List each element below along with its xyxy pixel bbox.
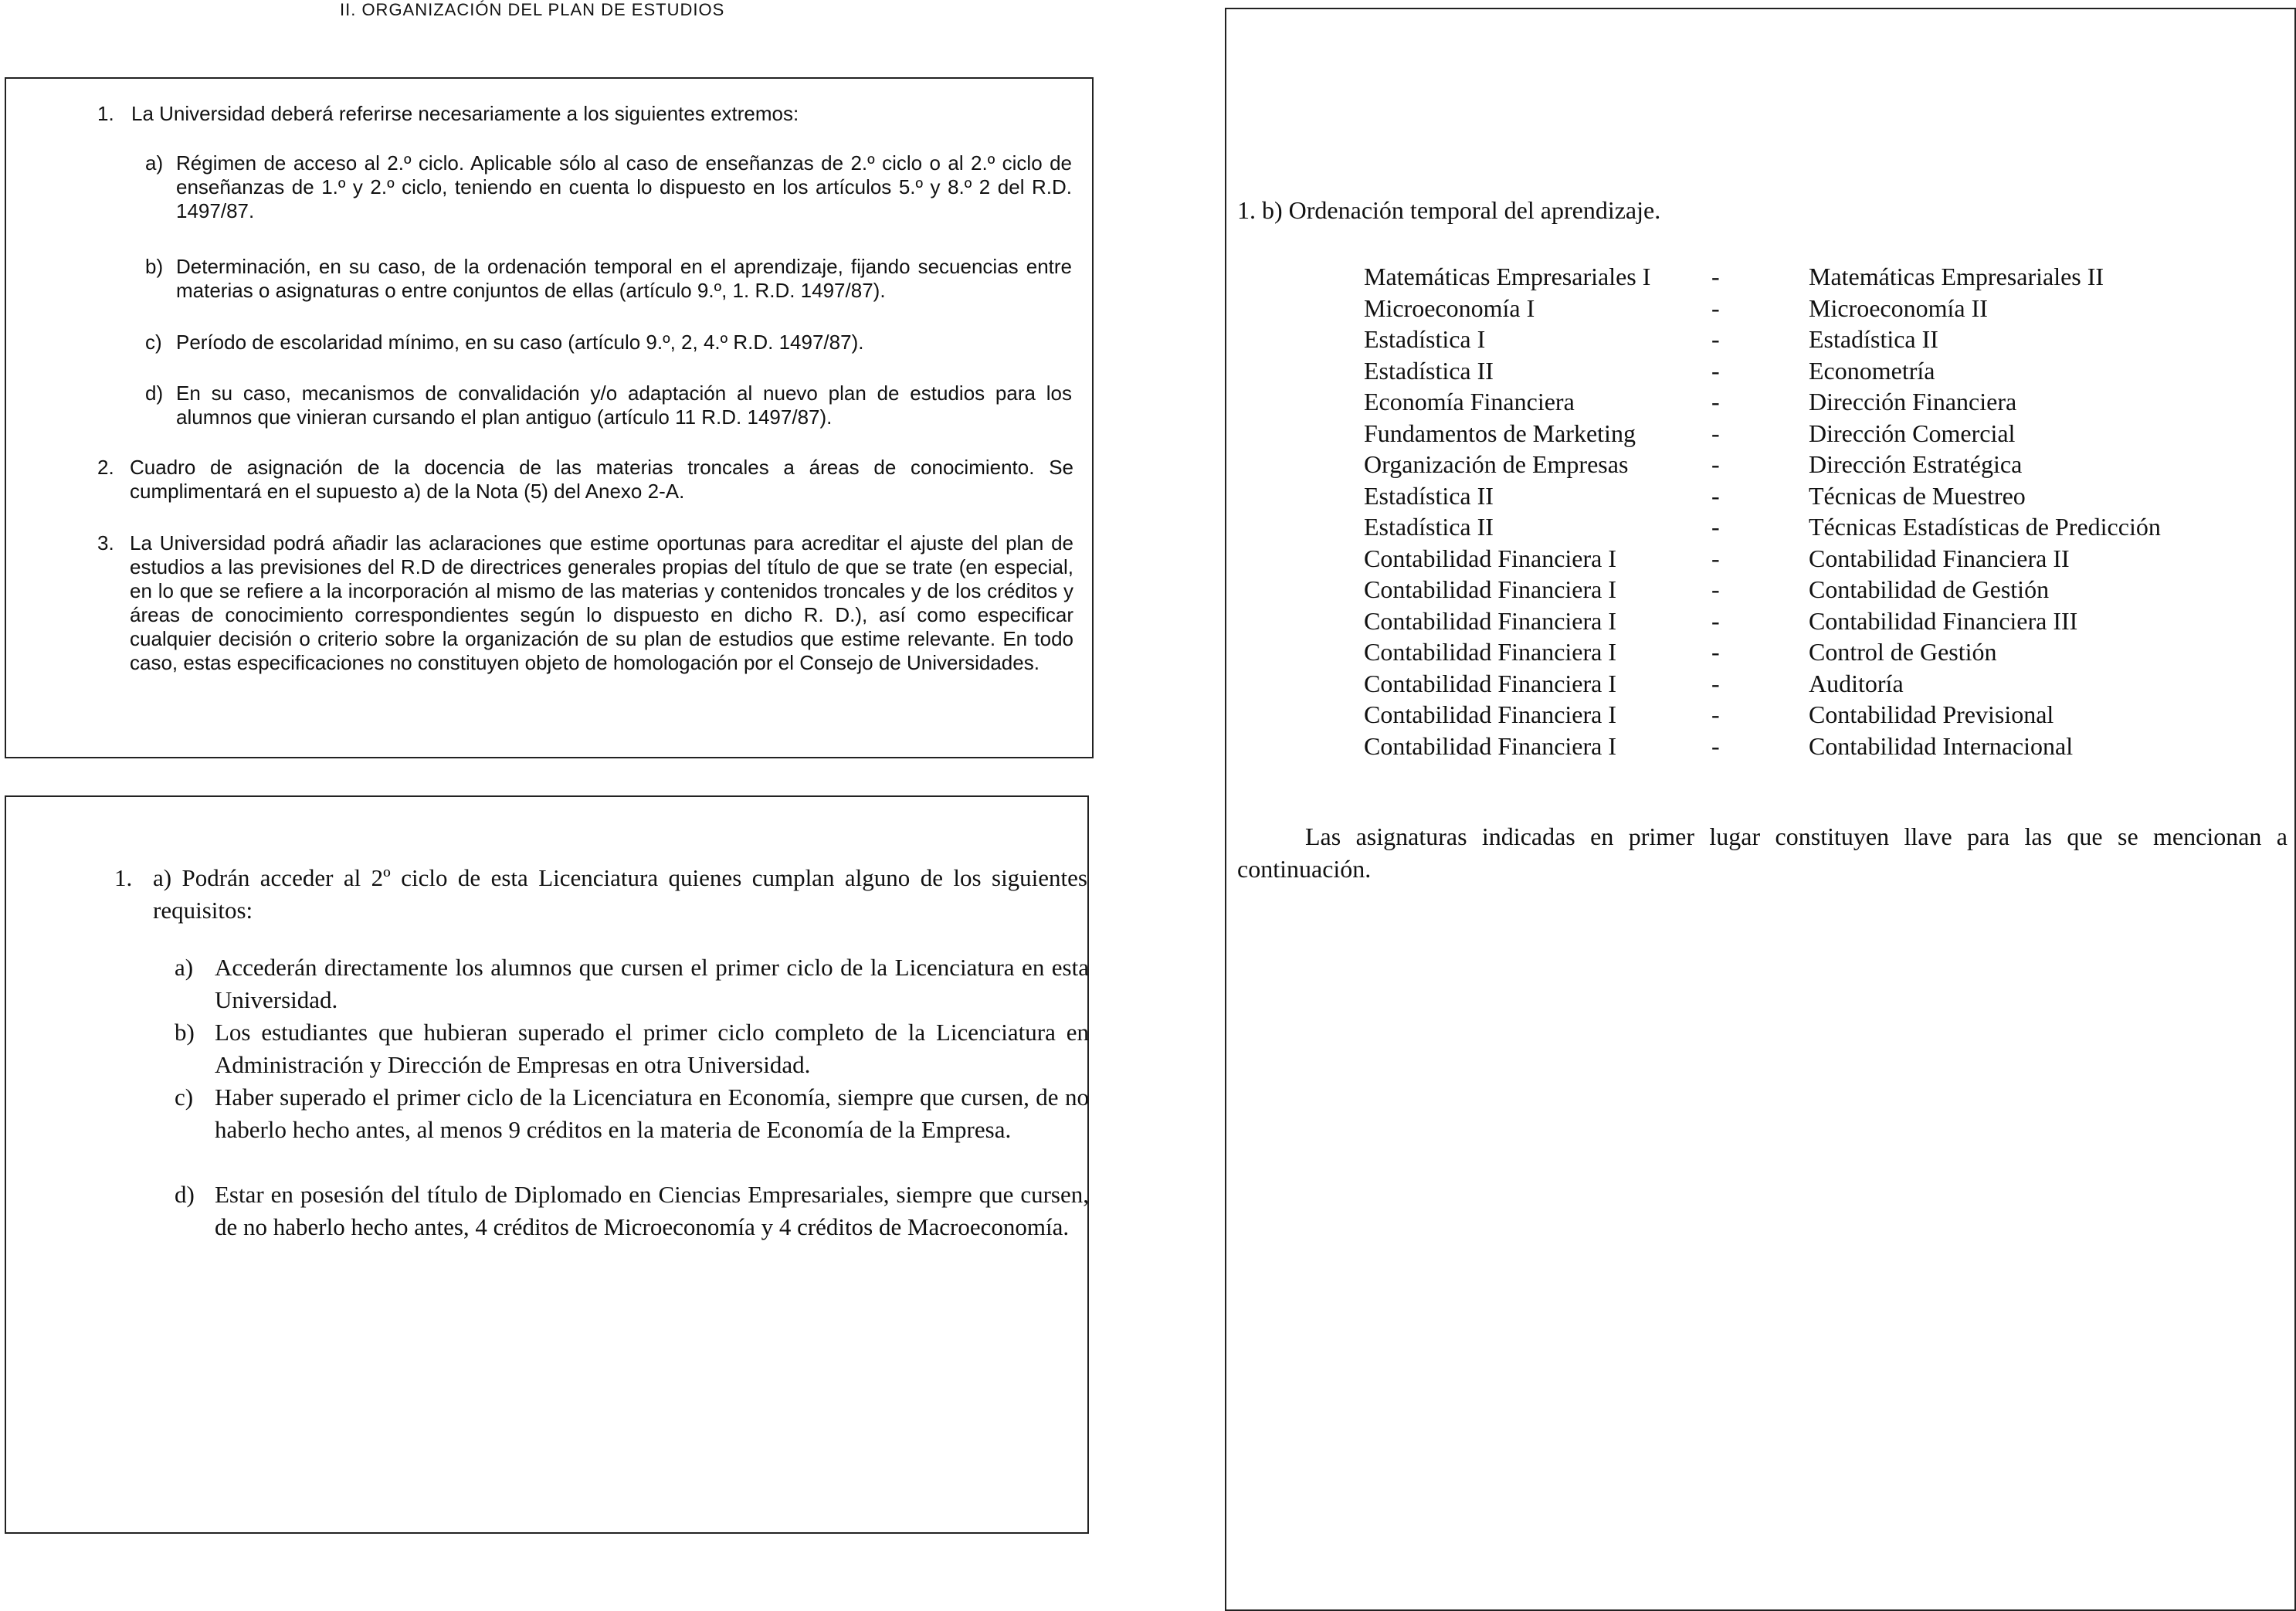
subitem-letter: d): [145, 382, 164, 405]
dependent-subject: Dirección Comercial: [1809, 419, 2016, 447]
sequence-dash: -: [1711, 669, 1720, 697]
item-number: 1.: [97, 102, 114, 125]
dependent-subject: Técnicas Estadísticas de Predicción: [1809, 513, 2161, 541]
sequence-dash: -: [1711, 481, 1720, 510]
prerequisite-subject: Contabilidad Financiera I: [1364, 638, 1617, 666]
item-number: 1.: [114, 864, 133, 891]
dependent-subject: Contabilidad de Gestión: [1809, 575, 2050, 603]
requirement-letter: c): [175, 1084, 194, 1111]
instructions-item-3: La Universidad podrá añadir las aclaraciones que estime oportunas para acreditar el ajuste del plan de estudios a las previsiones del R.D de directrices generales propias del título de que se trate (en especial, en lo que se refiere a la incorporación al mismo de las materias y contenidos troncales y de los créditos y áreas de conocimiento correspondientes según lo dispuesto en dicho R. D.), así como especificar cualquier decisión o criterio sobre la organización de su plan de estudios que estime relevante. En todo caso, estas especificaciones no constituyen objeto de homologación por el Consejo de Universidades.: [130, 531, 1073, 674]
sequence-dash: -: [1711, 293, 1720, 322]
requirements-intro: a) Podrán acceder al 2º ciclo de esta Licenciatura quienes cumplan alguno de los siguientes requisitos:: [153, 864, 1087, 924]
dependent-subject: Contabilidad Financiera III: [1809, 606, 2078, 635]
requirement-letter: b): [175, 1019, 195, 1046]
sequence-dash: -: [1711, 575, 1720, 603]
prerequisite-subject: Contabilidad Financiera I: [1364, 669, 1617, 697]
sequence-dash: -: [1711, 606, 1720, 635]
dependent-subject: Contabilidad Internacional: [1809, 731, 2074, 760]
instructions-item-2: Cuadro de asignación de la docencia de las materias troncales a áreas de conocimiento. Se cumplimentará en el supuesto a) de la Nota (5) del Anexo 2-A.: [130, 456, 1073, 503]
dependent-subject: Contabilidad Financiera II: [1809, 544, 2070, 572]
prerequisite-note: Las asignaturas indicadas en primer lugar constituyen llave para las que se mencionan a continuación.: [1237, 822, 2288, 883]
prerequisite-subject: Organización de Empresas: [1364, 450, 1629, 478]
subitem-c: Período de escolaridad mínimo, en su caso (artículo 9.º, 2, 4.º R.D. 1497/87).: [176, 331, 864, 354]
dependent-subject: Econometría: [1809, 356, 1935, 385]
dependent-subject: Auditoría: [1809, 669, 1904, 697]
prerequisite-subject: Contabilidad Financiera I: [1364, 700, 1617, 728]
subitem-a: Régimen de acceso al 2.º ciclo. Aplicable sólo al caso de enseñanzas de 2.º ciclo o al 2.º ciclo de enseñanzas de 1.º y 2.º ciclo, teniendo en cuenta lo dispuesto en los artículos 5.º y 8.º 2 del R.D. 1497/87.: [176, 151, 1072, 222]
sequence-dash: -: [1711, 513, 1720, 541]
requirement-letter: a): [175, 954, 194, 981]
access-requirements-box: [5, 795, 1089, 1534]
instructions-box: [5, 77, 1094, 758]
instructions-item-1: La Universidad deberá referirse necesariamente a los siguientes extremos:: [131, 102, 799, 125]
prerequisite-subject: Estadística I: [1364, 325, 1486, 353]
dependent-subject: Estadística II: [1809, 325, 1938, 353]
prerequisite-subject: Economía Financiera: [1364, 388, 1575, 415]
sequence-dash: -: [1711, 731, 1720, 760]
dependent-subject: Dirección Estratégica: [1809, 450, 2023, 478]
subitem-letter: b): [145, 255, 164, 278]
prerequisite-subject: Estadística II: [1364, 513, 1494, 541]
prerequisite-subject: Contabilidad Financiera I: [1364, 575, 1617, 603]
requirement-c: Haber superado el primer ciclo de la Licenciatura en Economía, siempre que cursen, de no haberlo hecho antes, al menos 9 créditos en la materia de Economía de la Empresa.: [215, 1084, 1089, 1143]
prerequisite-subject: Contabilidad Financiera I: [1364, 731, 1617, 760]
prerequisite-subject: Contabilidad Financiera I: [1364, 606, 1617, 635]
requirement-b: Los estudiantes que hubieran superado el primer ciclo completo de la Licenciatura en Administración y Dirección de Empresas en otra Universidad.: [215, 1019, 1089, 1078]
prerequisite-subject: Estadística II: [1364, 356, 1494, 385]
subitem-letter: c): [145, 331, 162, 354]
dependent-subject: Técnicas de Muestreo: [1809, 481, 2026, 510]
sequence-dash: -: [1711, 638, 1720, 666]
dependent-subject: Control de Gestión: [1809, 638, 1997, 666]
subitem-b: Determinación, en su caso, de la ordenación temporal en el aprendizaje, fijando secuencias entre materias o asignaturas o entre conjuntos de ellas (artículo 9.º, 1. R.D. 1497/87).: [176, 255, 1072, 302]
prerequisite-subject: Fundamentos de Marketing: [1364, 419, 1636, 447]
item-number: 2.: [97, 456, 114, 479]
sequence-dash: -: [1711, 450, 1720, 478]
page-title: II. ORGANIZACIÓN DEL PLAN DE ESTUDIOS: [340, 0, 725, 19]
sequence-dash: -: [1711, 419, 1720, 447]
subitem-d: En su caso, mecanismos de convalidación y/o adaptación al nuevo plan de estudios para los alumnos que vinieran cursando el plan antiguo (artículo 11 R.D. 1497/87).: [176, 382, 1072, 429]
sequence-dash: -: [1711, 388, 1720, 415]
requirement-letter: d): [175, 1181, 195, 1208]
requirement-a: Accederán directamente los alumnos que cursen el primer ciclo de la Licenciatura en esta Universidad.: [215, 954, 1089, 1013]
prerequisite-subject: Microeconomía I: [1364, 293, 1535, 322]
requirement-d: Estar en posesión del título de Diplomado en Ciencias Empresariales, siempre que cursen, de no haberlo hecho antes, 4 créditos de Microeconomía y 4 créditos de Macroeconomía.: [215, 1181, 1089, 1240]
prerequisite-subject: Estadística II: [1364, 481, 1494, 510]
dependent-subject: Matemáticas Empresariales II: [1809, 263, 2104, 290]
sequence-dash: -: [1711, 263, 1720, 290]
item-number: 3.: [97, 531, 114, 555]
subitem-letter: a): [145, 151, 164, 175]
dependent-subject: Contabilidad Previsional: [1809, 700, 2054, 728]
dependent-subject: Microeconomía II: [1809, 293, 1988, 322]
section-heading: 1. b) Ordenación temporal del aprendizaje.: [1237, 196, 1661, 224]
sequence-dash: -: [1711, 325, 1720, 353]
dependent-subject: Dirección Financiera: [1809, 388, 2017, 415]
sequence-dash: -: [1711, 700, 1720, 728]
learning-order-box: [1225, 8, 2296, 1611]
sequence-dash: -: [1711, 544, 1720, 572]
prerequisite-subject: Contabilidad Financiera I: [1364, 544, 1617, 572]
prerequisite-subject: Matemáticas Empresariales I: [1364, 263, 1651, 290]
sequence-dash: -: [1711, 356, 1720, 385]
